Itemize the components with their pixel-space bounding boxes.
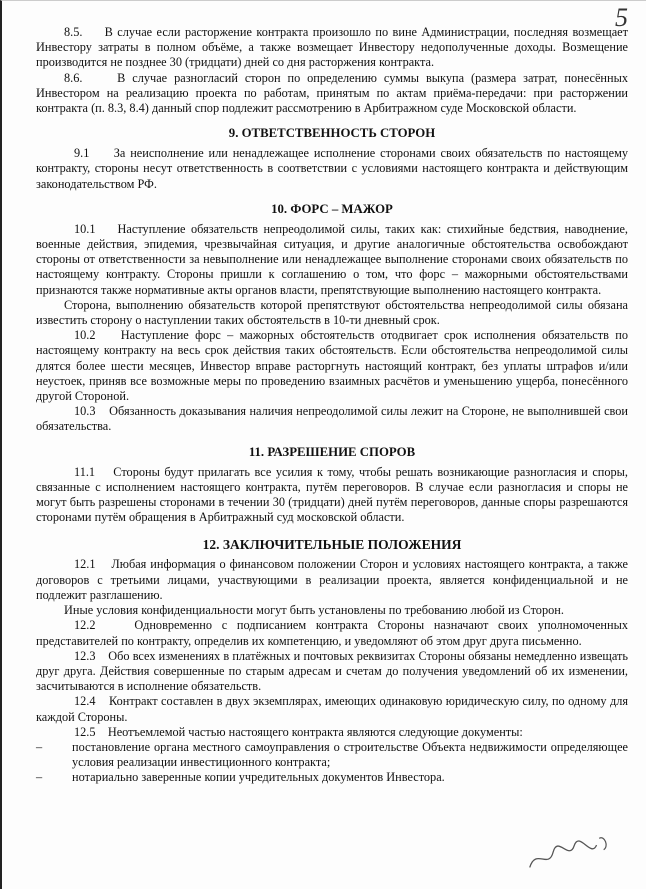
clause-12-5: 12.5 Неотъемлемой частью настоящего контракта являются следующие документы: <box>74 724 523 739</box>
clause-11-1: 11.1 Стороны будут прилагать все усилия к тому, чтобы решать возникающие разногласия и споры, связанные с исполнением настоящего контракта, путём переговоров. В случае если разногласия и споры не могут быть разрешены сторонами в течении 30 (тридцати) дней путём переговоров, данные споры разрешаются сторонами путём обращения в Арбитражный суд московской области. <box>36 464 628 525</box>
list-item-text: нотариально заверенные копии учредительных документов Инвестора. <box>72 770 445 785</box>
clause-10-1: 10.1 Наступление обязательств непреодолимой силы, таких как: стихийные бедствия, наводнение, военные действия, эпидемия, чрезвычайная ситуация, и другие аналогичные обстоятельства освобождают стороны от ответственности за невыполнение или ненадлежащее выполнение сторонами своих обязательств по настоящему контракту. Стороны пришли к соглашению о том, что форс – мажорными обстоятельствами признаются также нормативные акты органов власти, препятствующие выполнению настоящего контракта. <box>36 221 628 297</box>
list-item <box>36 740 628 770</box>
section-11-title: 11. РАЗРЕШЕНИЕ СПОРОВ <box>248 444 416 459</box>
clause-12-1: 12.1 Любая информация о финансовом положении Сторон и условиях настоящего контракта, а также договоров с третьими лицами, участвующими в реализации проекта, является конфиденциальной и не подлежит разглашению. <box>36 557 628 602</box>
clause-9-1: 9.1 За неисполнение или ненадлежащее исполнение сторонами своих обязательств по настоящему контракту, стороны несут ответственность в соответствии с условиями настоящего контракта и действующим законодательством РФ. <box>36 146 628 191</box>
clause-12-1-continued: Иные условия конфиденциальности могут быть установлены по требованию любой из Сторон. <box>64 603 564 618</box>
list-item-text: постановление органа местного самоуправления о строительстве Объекта недвижимости определяющее условия реализации инвестиционного контракта; <box>72 739 628 770</box>
section-10-title: 10. ФОРС – МАЖОР <box>271 201 393 216</box>
list-dash: – <box>36 770 43 785</box>
clause-10-2: 10.2 Наступление форс – мажорных обстоятельств отодвигает срок исполнения обязательств по настоящему контракту на весь срок действия таких обстоятельств. Если обстоятельства непреодолимой силы длятся более шести месяцев, Инвестор вправе расторгнуть настоящий контракт, без уплаты штрафов и/или неустоек, приняв все возможные меры по проведению взаимных расчётов и уменьшению ущерба, понесённого другой Стороной. <box>36 328 628 404</box>
clause-8-5: 8.5. В случае если расторжение контракта произошло по вине Администрации, последняя возмещает Инвестору затраты в полном объёме, а также возмещает Инвестору недополученные доходы. Возмещение производится не позднее 30 (тридцати) дней со дня расторжения контракта. <box>36 25 628 70</box>
clause-12-2: 12.2 Одновременно с подписанием контракта Стороны назначают своих уполномоченных представителей по контракту, определив их компетенцию, и уведомляют об этом друг друга письменно. <box>36 618 628 648</box>
section-9-title: 9. ОТВЕТСТВЕННОСТЬ СТОРОН <box>228 126 436 141</box>
clause-8-6: 8.6. В случае разногласий сторон по определению суммы выкупа (размера затрат, понесённых Инвестором на реализацию проекта по работам, принятым по актам приёма-передачи: при расторжении контракта (п. 8.3, 8.4) данный спор подлежит рассмотрению в Арбитражном суде Московской области. <box>36 70 628 116</box>
signature-mark <box>521 826 617 884</box>
document-body <box>36 25 628 786</box>
clause-10-3: 10.3 Обязанность доказывания наличия непреодолимой силы лежит на Стороне, не выполнившей свои обязательства. <box>36 404 628 434</box>
list-item <box>36 770 628 785</box>
signature-scribble-icon <box>521 826 616 878</box>
clause-12-4: 12.4 Контракт составлен в двух экземплярах, имеющих одинаковую юридическую силу, по одному для каждой Стороны. <box>36 694 628 724</box>
clause-12-3: 12.3 Обо всех изменениях в платёжных и почтовых реквизитах Стороны обязаны немедленно извещать друг друга. Действия совершенные по старым адресам и счетам до получения уведомлений об их изменении, засчитываются в исполнение обязательств. <box>36 648 628 694</box>
clause-10-1-continued: Сторона, выполнению обязательств которой препятствуют обстоятельства непреодолимой силы обязана известить сторону о наступлении таких обстоятельств в 10-ти дневный срок. <box>36 297 628 328</box>
page-number: 5 <box>615 3 628 32</box>
list-dash: – <box>36 739 43 754</box>
section-12-title: 12. ЗАКЛЮЧИТЕЛЬНЫЕ ПОЛОЖЕНИЯ <box>202 537 462 553</box>
